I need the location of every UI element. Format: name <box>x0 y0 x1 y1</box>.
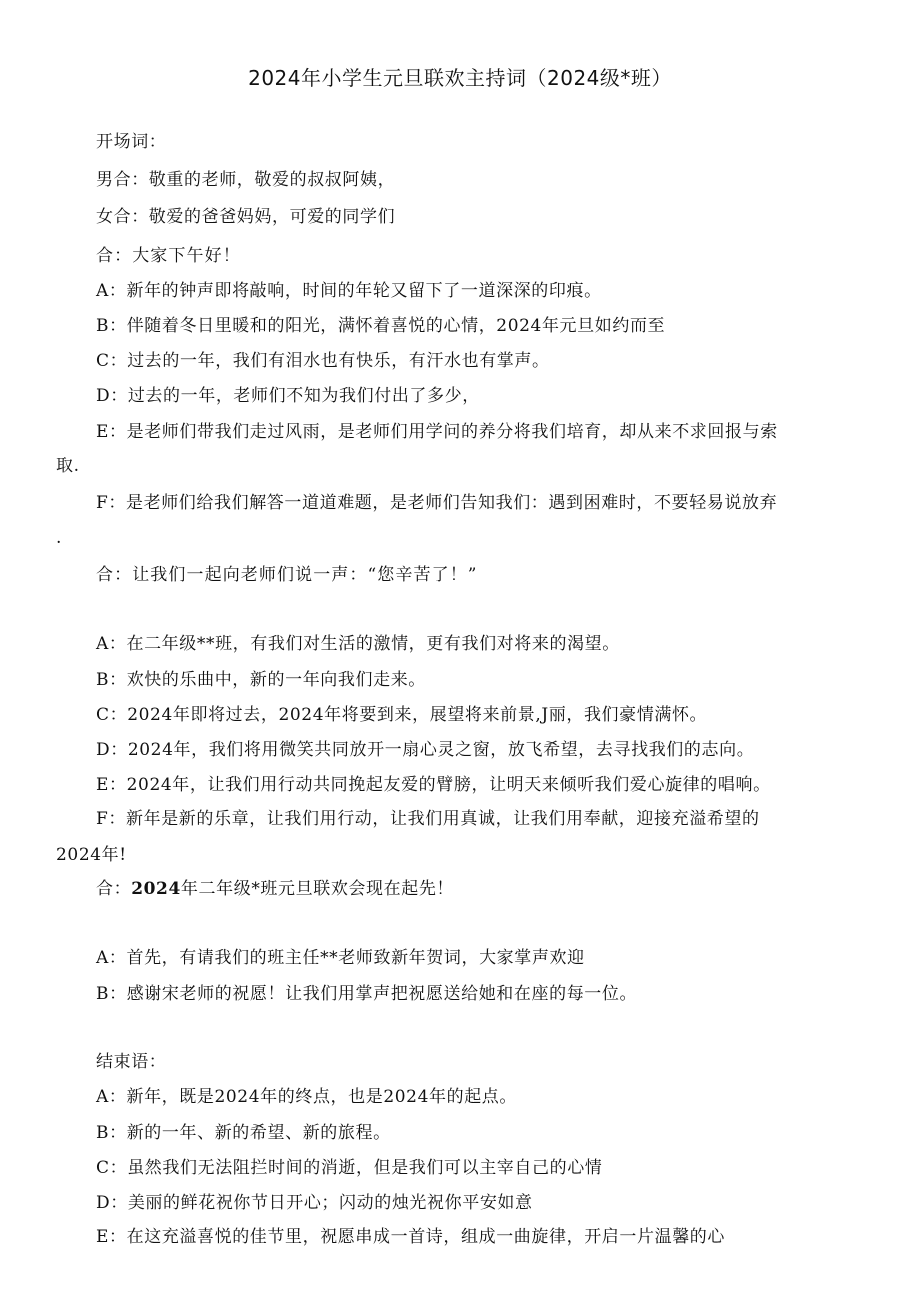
middle-line: C：2024年即将过去，2024年将要到来，展望将来前景,J丽，我们豪情满怀。 <box>96 705 708 725</box>
closing-line: C：虽然我们无法阻拦时间的消逝，但是我们可以主宰自己的心情 <box>96 1158 603 1178</box>
opening-line: 合：让我们一起向老师们说一声：“您辛苦了！” <box>96 565 478 585</box>
announcement-year: 2024 <box>131 879 181 899</box>
closing-heading: 结束语： <box>96 1052 167 1072</box>
opening-line: A：新年的钟声即将敲响，时间的年轮又留下了一道深深的印痕。 <box>96 281 602 301</box>
closing-line: A：新年，既是2024年的终点，也是2024年的起点。 <box>96 1087 518 1107</box>
announcement-text: 年二年级*班元旦联欢会现在起先！ <box>180 879 455 899</box>
middle-line-continued: 2024年! <box>56 845 127 865</box>
middle-line: A：在二年级**班，有我们对生活的激情，更有我们对将来的渴望。 <box>96 634 620 654</box>
middle-line: F：新年是新的乐章，让我们用行动，让我们用真诚，让我们用奉献，迎接充溢希望的 <box>96 809 760 829</box>
opening-line: F：是老师们给我们解答一道道难题，是老师们告知我们：遇到困难时，不要轻易说放弃 <box>96 493 778 513</box>
closing-line: E：在这充溢喜悦的佳节里，祝愿串成一首诗，组成一曲旋律，开启一片温馨的心 <box>96 1227 726 1247</box>
host-line: A：首先，有请我们的班主任**老师致新年贺词，大家掌声欢迎 <box>96 948 585 968</box>
opening-line: 合：大家下午好！ <box>96 246 241 266</box>
opening-line: 男合：敬重的老师，敬爱的叔叔阿姨， <box>96 170 396 190</box>
opening-line: E：是老师们带我们走过风雨，是老师们用学问的养分将我们培育，却从来不求回报与索 <box>96 422 778 442</box>
closing-line: B：新的一年、新的希望、新的旅程。 <box>96 1123 391 1143</box>
host-line: B：感谢宋老师的祝愿！让我们用掌声把祝愿送给她和在座的每一位。 <box>96 984 638 1004</box>
closing-line: D：美丽的鲜花祝你节日开心；闪动的烛光祝你平安如意 <box>96 1193 533 1213</box>
opening-line: C：过去的一年，我们有泪水也有快乐，有汗水也有掌声。 <box>96 351 550 371</box>
announcement-line <box>96 877 454 901</box>
opening-line-continued: . <box>56 528 63 548</box>
middle-line: B：欢快的乐曲中，新的一年向我们走来。 <box>96 670 426 690</box>
opening-line-continued: 取. <box>56 456 80 476</box>
opening-line: D：过去的一年，老师们不知为我们付出了多少， <box>96 386 480 406</box>
opening-heading: 开场词： <box>96 132 167 152</box>
announcement-prefix: 合： <box>96 879 132 899</box>
document-title: 2024年小学生元旦联欢主持词（2024级*班） <box>248 66 672 90</box>
opening-line: B：伴随着冬日里暖和的阳光，满怀着喜悦的心情，2024年元旦如约而至 <box>96 316 666 336</box>
middle-line: E：2024年，让我们用行动共同挽起友爱的臂膀，让明天来倾听我们爱心旋律的唱响。 <box>96 775 771 795</box>
opening-line: 女合：敬爱的爸爸妈妈，可爱的同学们 <box>96 207 396 227</box>
middle-line: D：2024年，我们将用微笑共同放开一扇心灵之窗，放飞希望，去寻找我们的志向。 <box>96 740 755 760</box>
